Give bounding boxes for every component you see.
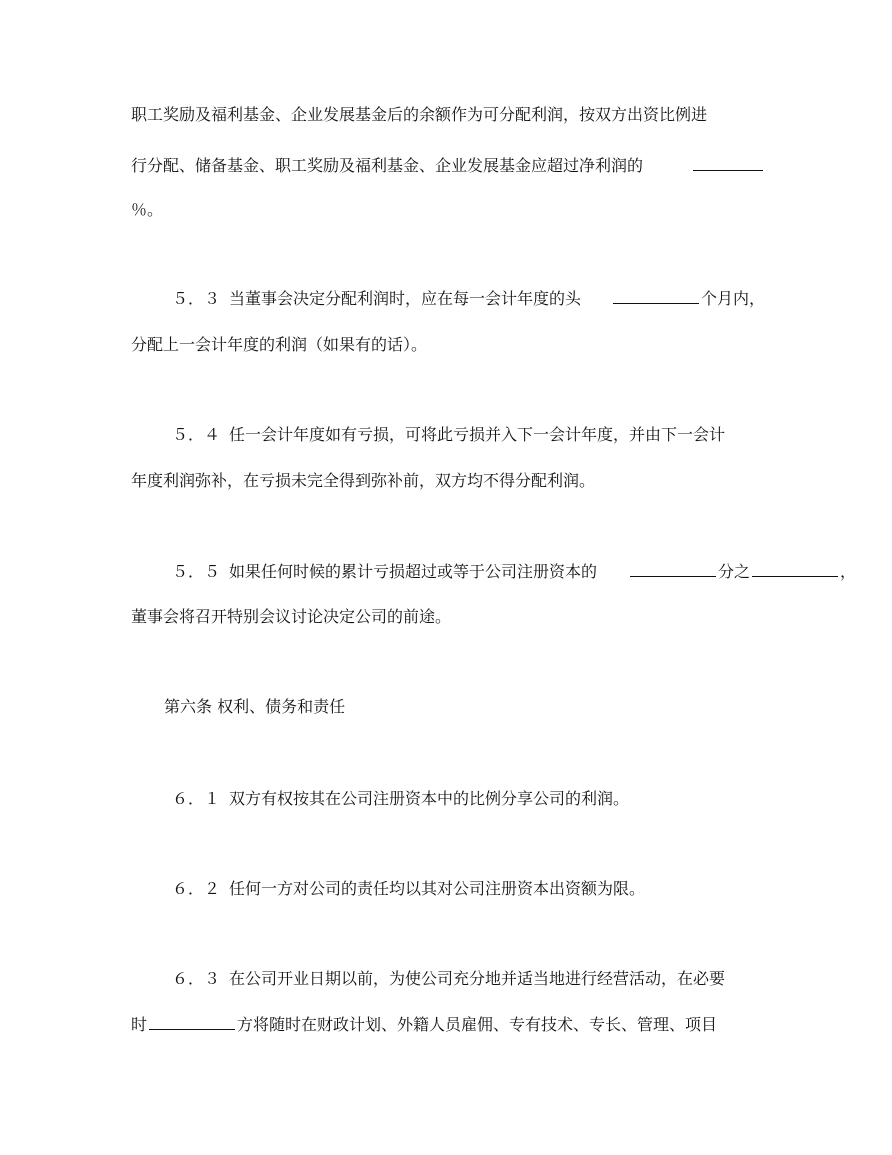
para-5-5-line-1-before: 如果任何时候的累计亏损超过或等于公司注册资本的 [229,562,598,581]
para-5-5-line-1-after: ， [840,562,857,581]
para-5-4-line-1-text: 任一会计年度如有亏损，可将此亏损并入下一会计年度，并由下一会计 [229,425,726,444]
para-5-3-number: ５．３ [172,289,221,308]
para-5-3-line-2-text: 分配上一会计年度的利润（如果有的话）。 [131,335,428,354]
para-5-5-line-1-middle: 分之 [718,562,751,581]
para-6-2-text: 任何一方对公司的责任均以其对公司注册资本出资额为限。 [229,879,646,898]
para-6-3-line-2-after: 方将随时在财政计划、外籍人员雇佣、专有技术、专长、管理、项目 [237,1015,718,1034]
para-5-3-line-1-after: 个月内， [701,289,766,308]
para-5-4-number: ５．４ [172,425,221,444]
percentage-blank [693,155,763,171]
para-5-3-line-1-before: 当董事会决定分配利润时，应在每一会计年度的头 [229,289,582,308]
para-5-5-line-2-text: 董事会将召开特别会议讨论决定公司的前途。 [131,607,452,626]
months-blank [613,288,699,304]
ratio-numerator-blank [752,561,838,577]
para-6-1-number: ６．１ [172,789,221,808]
para-5-2-line-2-text: 行分配、储备基金、职工奖励及福利基金、企业发展基金应超过净利润的 [131,156,644,175]
para-5-5-number: ５．５ [172,562,221,581]
para-6-3-line-2-before: 时 [131,1015,148,1034]
article-6-heading: 第六条 权利、债务和责任 [164,697,346,716]
para-6-3-line-1-text: 在公司开业日期以前，为使公司充分地并适当地进行经营活动，在必要 [229,969,726,988]
para-5-2-line-1-text: 职工奖励及福利基金、企业发展基金后的余额作为可分配利润，按双方出资比例进 [131,105,708,124]
para-5-2-line-3-text: ％。 [131,200,164,219]
para-6-3-number: ６．３ [172,969,221,988]
party-blank [149,1014,235,1030]
para-5-4-line-2-text: 年度利润弥补，在亏损未完全得到弥补前，双方均不得分配利润。 [131,471,596,490]
para-6-1-text: 双方有权按其在公司注册资本中的比例分享公司的利润。 [229,789,630,808]
para-6-2-number: ６．２ [172,879,221,898]
ratio-denominator-blank [630,561,716,577]
